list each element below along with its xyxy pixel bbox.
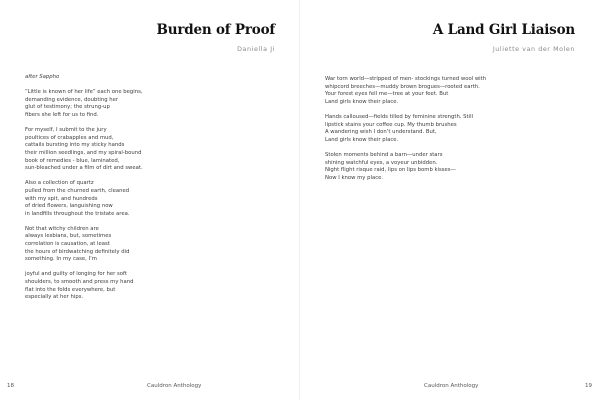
running-footer: Cauldron Anthology (424, 383, 479, 389)
poem-line: shining watchful eyes, a voyeur unbidden. (325, 159, 438, 166)
poem-author: Daniella Ji (237, 46, 275, 53)
poem-line: flat into the folds everywhere, but (25, 286, 116, 293)
poem-line: fibers she left for us to find. (25, 111, 99, 118)
poem-epigraph: after Sappho (25, 74, 60, 80)
running-footer: Cauldron Anthology (147, 383, 202, 389)
poem-line: Land girls know their place. (325, 98, 399, 105)
poem-stanza (25, 89, 165, 119)
poem-title: Burden of Proof (156, 22, 275, 38)
right-page (300, 0, 600, 400)
poem-line: Land girls know their place. (325, 136, 399, 143)
page-number: 18 (7, 383, 14, 389)
poem-line: Hands calloused—fields tilled by feminine strength. Still (325, 113, 474, 120)
poem-line: “Little is known of her life” each one begins, (25, 89, 143, 96)
poem-line: in landfills throughout the tristate area. (25, 210, 130, 217)
poem-line: shoulders, to smooth and press my hand (25, 279, 134, 286)
poem-line: lipstick stains your coffee cup. My thumb brushes (325, 121, 457, 128)
poem-title: A Land Girl Liaison (432, 22, 575, 38)
poem-line: War torn world—stripped of men- stockings turned wool with (325, 76, 487, 82)
poem-line: sun-bleached under a film of dirt and sweat. (25, 165, 143, 172)
poem-stanza (25, 180, 165, 218)
poem-line: A wandering wish I don’t understand. But, (325, 129, 437, 136)
poem-body (25, 74, 165, 309)
poem-line: pulled from the churned earth, cleaned (25, 187, 130, 194)
poem-line: correlation is causation, at least (25, 241, 110, 248)
poem-stanza (325, 76, 515, 106)
poem-line: For myself, I submit to the jury (25, 127, 107, 134)
poem-stanza (25, 127, 165, 173)
poem-line: the hours of birdwatching definitely did (25, 248, 130, 255)
poem-line: Also a collection of quartz (25, 180, 94, 187)
poem-line: their million seedlings, and my spiral-bound (25, 149, 142, 156)
poem-stanza (325, 152, 515, 182)
poem-line: always lesbians, but, sometimes (25, 233, 112, 240)
poem-line: glut of testimony; the strung-up (25, 104, 110, 111)
poem-line: Your forest eyes fell me—tree at your feet. But (325, 91, 449, 98)
poem-stanza (25, 271, 165, 301)
poem-line: Now I know my place. (325, 174, 384, 181)
poem-line: something. In my case, I’m (25, 256, 97, 263)
poem-line: joyful and guilty of longing for her soft (25, 271, 127, 278)
page-number: 19 (585, 383, 592, 389)
poem-body (325, 76, 515, 190)
poem-line: with my spit, and hundreds (25, 195, 98, 202)
poem-line: Stolen moments behind a barn—under stars (325, 151, 443, 158)
poem-line: poultices of crabapples and mud, (25, 134, 114, 141)
poem-line: book of remedies - blue, laminated, (25, 157, 120, 164)
poem-line: Not that witchy children are (25, 225, 99, 232)
poem-stanza (25, 226, 165, 264)
poem-line: especially at her hips. (25, 294, 84, 301)
poem-stanza (325, 114, 515, 144)
poem-line: of dried flowers, languishing now (25, 203, 113, 210)
poem-author: Juliette van der Molen (492, 46, 575, 53)
poem-line: demanding evidence, doubting her (25, 96, 119, 103)
poem-line: cattails bursting into my sticky hands (25, 142, 125, 149)
poem-line: whipcord breeches—muddy brown brogues—rooted earth. (325, 83, 480, 90)
poem-line: Night flight risque raid, lips on lips bomb kisses— (325, 167, 456, 174)
